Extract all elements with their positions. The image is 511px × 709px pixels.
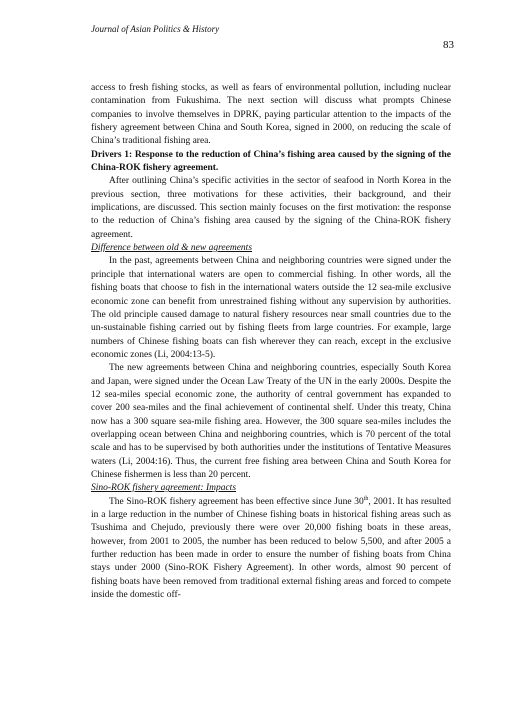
section-heading-drivers-1: Drivers 1: Response to the reduction of China’s fishing area caused by the signing of the China-ROK fishery agreement.	[91, 149, 451, 174]
paragraph-agreement-impacts	[91, 496, 451, 603]
running-head-journal-title: Journal of Asian Politics & History	[91, 24, 220, 34]
impacts-text-start: The Sino-ROK fishery agreement has been effective since June 30	[109, 496, 364, 507]
subheading-agreement-impacts: Sino-ROK fishery agreement: Impacts	[91, 483, 237, 494]
subheading-old-new-agreements: Difference between old & new agreements	[91, 243, 253, 254]
ordinal-superscript: th	[363, 495, 369, 502]
impacts-text-rest: , 2001. It has resulted in a large reduction in the number of Chinese fishing boats in historical fishing areas such as Tsushima and Chejudo, previously there were over 20,000 fishing boats in these areas, however, from 2001 to 2005, the number has been reduced to below 5,500, and after 2005 a further reduction has been made in order to ensure the number of fishing boats from China stays under 2000 (Sino-ROK Fishery Agreement). In other words, almost 90 percent of fishing boats have been removed from traditional external fishing areas and forced to compete inside the domestic off-	[91, 496, 452, 601]
intro-paragraph: access to fresh fishing stocks, as well as fears of environmental pollution, including nuclear contamination from Fukushima. The next section will discuss what prompts Chinese companies to involve themselves in DPRK, paying particular attention to the impacts of the fishery agreement between China and South Korea, signed in 2000, on reducing the scale of China’s traditional fishing area.	[91, 83, 451, 147]
paragraph-old-principle: In the past, agreements between China and neighboring countries were signed under the principle that international waters are open to commercial fishing. In other words, all the fishing boats that choose to fish in the international waters outside the 12 sea-mile exclusive economic zone can benefit from unrestrained fishing without any supervision by authorities. The old principle caused damage to natural fishery resources near small countries due to the un-sustainable fishing carried out by fishing fleets from large countries. For example, large numbers of Chinese fishing boats can fish wherever they can reach, except in the exclusive economic zones (Li, 2004:13-5).	[91, 256, 451, 360]
section-paragraph: After outlining China’s specific activities in the sector of seafood in North Korea in the previous section, three motivations for these activities, their background, and their implications, are discussed. This section mainly focuses on the first motivation: the response to the reduction of China’s fishing area caused by the signing of the China-ROK fishery agreement.	[91, 176, 451, 240]
paragraph-new-agreements: The new agreements between China and neighboring countries, especially South Korea and Japan, were signed under the Ocean Law Treaty of the UN in the early 2000s. Despite the 12 sea-miles special economic zone, the authority of central government has expanded to cover 200 sea-miles and the final achievement of continental shelf. Under this treaty, China now has a 300 square sea-mile fishing area. However, the 300 square sea-miles includes the overlapping ocean between China and neighboring countries, which is 70 percent of the total scale and has to be supervised by both authorities under the institutions of Tentative Measures waters (Li, 2004:16). Thus, the current free fishing area between China and South Korea for Chinese fishermen is less than 20 percent.	[91, 363, 451, 480]
page-number: 83	[443, 39, 454, 51]
article-body	[91, 82, 451, 602]
